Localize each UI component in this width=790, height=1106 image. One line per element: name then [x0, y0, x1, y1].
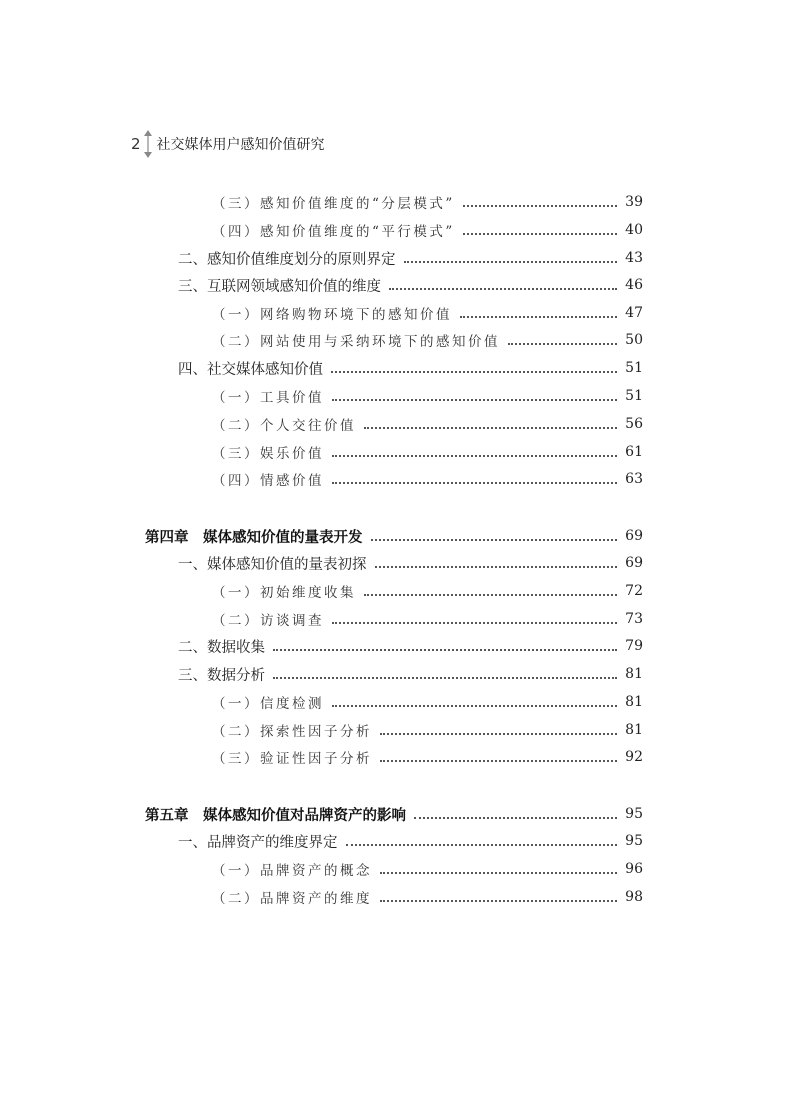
toc-entry-label: （二）访谈调查 [212, 613, 324, 629]
toc-entry-page: 73 [625, 611, 643, 627]
dot-leader [463, 232, 617, 235]
toc-entry[interactable] [178, 549, 643, 577]
dot-leader [364, 593, 617, 596]
dot-leader [332, 454, 617, 457]
dot-leader [332, 704, 617, 707]
toc-entry-page: 61 [625, 444, 643, 460]
toc-entry-label: 第四章 媒体感知价值的量表开发 [145, 529, 363, 546]
toc-entry-page: 50 [625, 332, 643, 348]
toc-entry[interactable] [212, 605, 643, 633]
toc-entry[interactable] [212, 577, 643, 605]
toc-entry[interactable] [212, 716, 643, 744]
toc-entry-label: （二）网站使用与采纳环境下的感知价值 [212, 334, 500, 350]
toc-entry[interactable] [212, 743, 643, 771]
toc-entry-page: 47 [625, 305, 643, 321]
dot-leader [375, 565, 618, 568]
toc-entry-label: （四）情感价值 [212, 473, 324, 489]
toc-entry-label: （一）初始维度收集 [212, 585, 356, 601]
toc-entry-page: 51 [625, 388, 643, 404]
book-title: 社交媒体用户感知价值研究 [156, 137, 325, 153]
toc-entry-label: 四、社交媒体感知价值 [178, 361, 323, 378]
dot-leader [346, 843, 618, 846]
toc-entry[interactable] [212, 883, 643, 911]
toc-entry-label: （三）验证性因子分析 [212, 751, 372, 767]
toc-entry-page: 39 [625, 194, 643, 210]
dot-leader [380, 871, 617, 874]
toc-chapter-entry[interactable] [145, 800, 643, 828]
toc-entry-page: 72 [625, 583, 643, 599]
toc-entry[interactable] [212, 855, 643, 883]
dot-leader [364, 426, 617, 429]
toc-entry-page: 69 [625, 555, 643, 571]
toc-entry-label: （四）感知价值维度的“平行模式” [212, 224, 455, 240]
toc-entry-label: （一）网络购物环境下的感知价值 [212, 307, 452, 323]
toc-entry[interactable] [212, 216, 643, 244]
toc-entry[interactable] [178, 660, 643, 688]
toc-entry-page: 46 [625, 277, 643, 293]
toc-entry-page: 79 [625, 638, 643, 654]
dot-leader [273, 676, 617, 679]
toc-entry-label: 二、感知价值维度划分的原则界定 [178, 251, 396, 268]
toc-entry-label: （三）感知价值维度的“分层模式” [212, 196, 455, 212]
toc-entry[interactable] [178, 827, 643, 855]
toc-entry-page: 40 [625, 222, 643, 238]
toc-entry-label: 二、数据收集 [178, 639, 265, 656]
toc-entry-page: 95 [625, 806, 643, 822]
toc-entry-page: 95 [625, 833, 643, 849]
toc-entry-label: （二）个人交往价值 [212, 418, 356, 434]
toc-entry-label: （三）娱乐价值 [212, 446, 324, 462]
dot-leader [404, 260, 618, 263]
toc-entry[interactable] [178, 632, 643, 660]
toc-entry[interactable] [178, 271, 643, 299]
dot-leader [331, 370, 617, 373]
toc-entry[interactable] [212, 188, 643, 216]
toc-entry[interactable] [178, 354, 643, 382]
toc-entry-page: 96 [625, 861, 643, 877]
dot-leader [332, 481, 617, 484]
toc-entry-label: （一）品牌资产的概念 [212, 863, 372, 879]
toc-entry-page: 69 [625, 528, 643, 544]
toc-entry-label: （二）品牌资产的维度 [212, 891, 372, 907]
dot-leader [332, 398, 617, 401]
toc-entry-label: 一、媒体感知价值的量表初探 [178, 556, 367, 573]
toc-entry[interactable] [212, 410, 643, 438]
page-number: 2 [131, 135, 141, 153]
dot-leader [332, 621, 617, 624]
toc-entry-page: 43 [625, 250, 643, 266]
toc-entry-label: 第五章 媒体感知价值对品牌资产的影响 [145, 807, 406, 824]
dot-leader [371, 538, 618, 541]
toc-entry[interactable] [178, 244, 643, 272]
dot-leader [273, 648, 617, 651]
toc-entry-label: （一）信度检测 [212, 696, 324, 712]
toc-entry-page: 98 [625, 889, 643, 905]
toc-entry-label: 三、数据分析 [178, 667, 265, 684]
dot-leader [389, 287, 617, 290]
dot-leader [380, 732, 617, 735]
toc-entry-label: 一、品牌资产的维度界定 [178, 834, 338, 851]
toc-entry[interactable] [212, 326, 643, 354]
toc-entry-page: 63 [625, 471, 643, 487]
dot-leader [380, 899, 617, 902]
toc-chapter-entry[interactable] [145, 522, 643, 550]
toc-entry-page: 92 [625, 749, 643, 765]
toc-entry[interactable] [212, 688, 643, 716]
dot-leader [463, 204, 617, 207]
toc-entry-label: （二）探索性因子分析 [212, 724, 372, 740]
dot-leader [380, 759, 617, 762]
toc-entry-page: 51 [625, 360, 643, 376]
toc-entry[interactable] [212, 299, 643, 327]
dot-leader [508, 342, 617, 345]
dot-leader [460, 315, 617, 318]
toc-entry-page: 81 [625, 694, 643, 710]
toc-entry-label: （一）工具价值 [212, 390, 324, 406]
toc-entry-page: 81 [625, 722, 643, 738]
dot-leader [414, 816, 617, 819]
toc-entry-label: 三、互联网领域感知价值的维度 [178, 278, 381, 295]
toc-entry-page: 81 [625, 666, 643, 682]
toc-entry[interactable] [212, 465, 643, 493]
toc-entry-page: 56 [625, 416, 643, 432]
toc-entry[interactable] [212, 382, 643, 410]
toc-entry[interactable] [212, 438, 643, 466]
